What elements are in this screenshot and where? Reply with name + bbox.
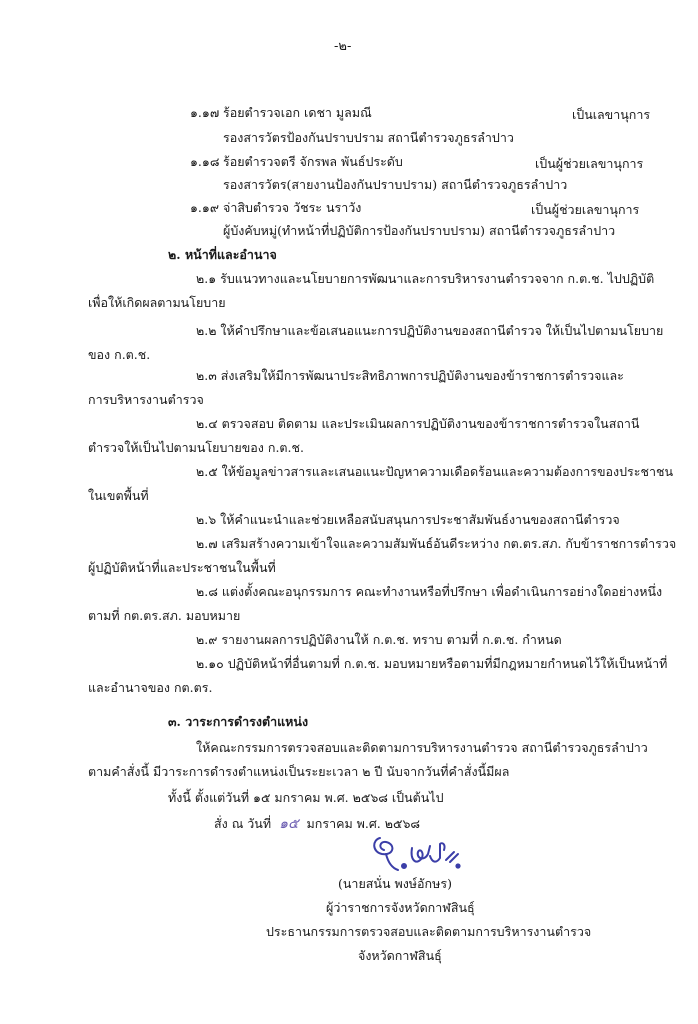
duty-item-line1: ๒.๖ ให้คำแนะนำและช่วยเหลือสนับสนุนการประชาสัมพันธ์งานของสถานีตำรวจ [196,512,620,527]
order-date-day: ๑๕ [279,816,299,832]
order-date-suffix: มกราคม พ.ศ. ๒๕๖๘ [306,816,421,831]
duty-item-line1: ๒.๘ แต่งตั้งคณะอนุกรรมการ คณะทำงานหรือที่ปรึกษา เพื่อดำเนินการอย่างใดอย่างหนึ่ง [196,584,663,599]
member-name: ร้อยตำรวจเอก เดชา มูลมณี [223,105,372,120]
signer-title: จังหวัดกาฬสินธุ์ [358,948,442,963]
member-num: ๑.๑๗ [190,105,220,120]
member-role: เป็นผู้ช่วยเลขานุการ [535,156,644,171]
order-date-prefix: สั่ง ณ วันที่ [214,816,272,831]
member-role: เป็นผู้ช่วยเลขานุการ [531,202,640,217]
duty-item-line1: ๒.๒ ให้คำปรึกษาและข้อเสนอแนะการปฏิบัติงานของสถานีตำรวจ ให้เป็นไปตามนโยบาย [196,323,664,338]
duty-item-line2: ในเขตพื้นที่ [88,488,149,503]
member-position: รองสารวัตรป้องกันปราบปราม สถานีตำรวจภูธรลำปาว [223,130,514,145]
effective-date: ทั้งนี้ ตั้งแต่วันที่ ๑๕ มกราคม พ.ศ. ๒๕๖๘ เป็นต้นไป [168,790,444,805]
member-name: ร้อยตำรวจตรี จักรพล พันธ์ประดับ [223,154,403,169]
signer-name: (นายสนั่น พงษ์อักษร) [338,876,452,891]
duty-item-line2: ตำรวจให้เป็นไปตามนโยบายของ ก.ต.ช. [88,440,304,455]
member-role: เป็นเลขานุการ [572,107,651,122]
term-line1: ให้คณะกรรมการตรวจสอบและติดตามการบริหารงานตำรวจ สถานีตำรวจภูธรลำปาว [196,740,648,755]
duty-item-line1: ๒.๙ รายงานผลการปฏิบัติงานให้ ก.ต.ช. ทราบ ตามที่ ก.ต.ช. กำหนด [196,632,562,647]
duty-item-line2: การบริหารงานตำรวจ [88,392,204,407]
member-position: รองสารวัตร(สายงานป้องกันปราบปราม) สถานีตำรวจภูธรลำปาว [223,177,568,192]
duty-item-line2: เพื่อให้เกิดผลตามนโยบาย [88,295,226,310]
duty-item-line2: ของ ก.ต.ช. [88,347,151,362]
duty-item-line1: ๒.๗ เสริมสร้างความเข้าใจและความสัมพันธ์อันดีระหว่าง กต.ตร.สภ. กับข้าราชการตำรวจ [196,536,677,551]
duty-item-line1: ๒.๔ ตรวจสอบ ติดตาม และประเมินผลการปฏิบัติงานของข้าราชการตำรวจในสถานี [196,416,640,431]
duty-item-line2: ผู้ปฏิบัติหน้าที่และประชาชนในพื้นที่ [88,560,276,575]
signer-title: ผู้ว่าราชการจังหวัดกาฬสินธุ์ [326,900,475,915]
duty-item-line1: ๒.๕ ให้ข้อมูลข่าวสารและเสนอแนะปัญหาความเดือดร้อนและความต้องการของประชาชน [196,464,674,479]
duty-item-line1: ๒.๓ ส่งเสริมให้มีการพัฒนาประสิทธิภาพการปฏิบัติงานของข้าราชการตำรวจและ [196,368,624,383]
duty-item-line2: และอำนาจของ กต.ตร. [88,680,213,695]
term-line2: ตามคำสั่งนี้ มีวาระการดำรงตำแหน่งเป็นระยะเวลา ๒ ปี นับจากวันที่คำสั่งนี้มีผล [88,764,510,779]
duty-item-line2: ตามที่ กต.ตร.สภ. มอบหมาย [88,608,241,623]
member-num: ๑.๑๘ [190,154,220,169]
duty-item-line1: ๒.๑๐ ปฏิบัติหน้าที่อื่นตามที่ ก.ต.ช. มอบหมายหรือตามที่มีกฎหมายกำหนดไว้ให้เป็นหน้าที่ [196,656,668,671]
signer-title: ประธานกรรมการตรวจสอบและติดตามการบริหารงานตำรวจ [266,924,592,939]
signature-icon [366,826,466,876]
duty-item-line1: ๒.๑ รับแนวทางและนโยบายการพัฒนาและการบริหารงานตำรวจจาก ก.ต.ช. ไปปฏิบัติ [196,271,655,286]
page-number: -๒- [334,39,352,54]
section-3-heading: ๓. วาระการดำรงตำแหน่ง [168,714,309,729]
member-num: ๑.๑๙ [190,200,219,215]
section-2-heading: ๒. หน้าที่และอำนาจ [168,247,277,262]
member-position: ผู้บังคับหมู่(ทำหน้าที่ปฏิบัติการป้องกันปราบปราม) สถานีตำรวจภูธรลำปาว [223,223,616,238]
member-name: จ่าสิบตำรวจ วัชระ นราวัง [223,200,362,215]
